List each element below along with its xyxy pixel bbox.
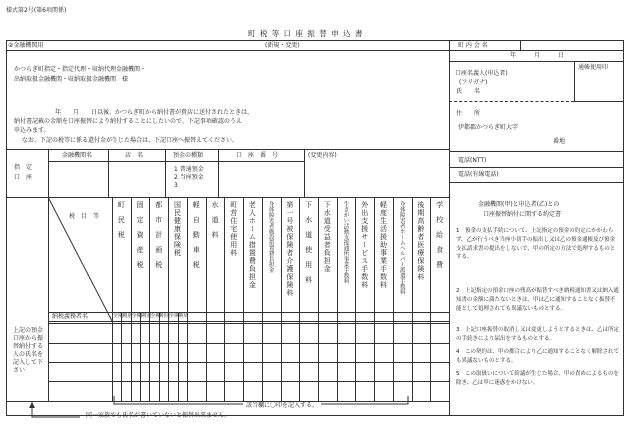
tax-column-label: 軽自動車税 bbox=[192, 201, 201, 276]
tax-column-label: 国民健康保険税 bbox=[173, 201, 182, 257]
tax-column-label: 町民税 bbox=[117, 201, 126, 246]
taxpayer-name-field[interactable] bbox=[48, 343, 112, 362]
account-label: 口 座 bbox=[14, 174, 33, 181]
name-label: 氏 名 bbox=[456, 88, 481, 95]
footer-note: 同一家族でも氏名が書いていないと振替出来ません。 bbox=[86, 412, 231, 419]
phone-ntt-label: 電話(NTT) bbox=[458, 157, 487, 164]
period-label: 期別 bbox=[159, 313, 170, 319]
furigana-label: (フリガナ) bbox=[459, 79, 488, 86]
agreement-title-2: 口座振替納付に関する約定書 bbox=[483, 211, 562, 218]
tax-column-label: 固定資産税 bbox=[136, 201, 145, 276]
period-label: 期別 bbox=[178, 313, 189, 319]
period-label: 期別 bbox=[122, 313, 133, 319]
account-holder-label: 口座名義人(申込者) bbox=[455, 70, 508, 77]
bank-use-label: ②金融機関用 bbox=[8, 42, 44, 49]
tax-column-label: 後期高齢者医療保険料 bbox=[416, 201, 425, 281]
address-label: 住 所 bbox=[456, 110, 481, 117]
period-label: 全期 bbox=[169, 313, 180, 319]
tax-column-label: 身体障害者施設措置費負担金 bbox=[267, 201, 274, 273]
tax-column-label: 生きがい活動支援通所事業手数料 bbox=[342, 201, 349, 284]
agreement-item-2: 2 上記指定の預金口座の残高が振替すべき納税通知書又は納入通知書の金額に満たないときは、甲は乙に通知することなく振替不能として処理されても異議ないものとする。 bbox=[456, 288, 619, 312]
tax-column-label: 軽度生活援助事業手数料 bbox=[379, 201, 388, 289]
new-change-label: (新規・変更) bbox=[265, 42, 300, 49]
period-label: 全期 bbox=[150, 313, 161, 319]
taxpayer-name-field[interactable] bbox=[48, 324, 112, 343]
addressee-line1: かつらぎ町指定・指定代理・収納代理金融機関・ bbox=[14, 66, 147, 73]
agreement-title-1: 金融機関(甲)と申込者(乙)との bbox=[478, 201, 560, 208]
addressee-line2: 出納取扱金融機関・収納取扱金融機関 様 bbox=[14, 76, 129, 83]
tax-column-label: 下水道使用料 bbox=[304, 201, 313, 291]
bank-name-field[interactable] bbox=[48, 161, 108, 197]
change-content-label: (変更内容) bbox=[308, 152, 337, 159]
taxpayer-name-field[interactable] bbox=[48, 381, 112, 401]
taxpayer-name-field[interactable] bbox=[48, 362, 112, 381]
tax-column-label: 都市計画税 bbox=[154, 201, 163, 276]
tax-column-label: 老人ホーム措置費負担金 bbox=[248, 201, 257, 289]
banchi-label: 番地 bbox=[553, 138, 566, 145]
form-title: 町 税 等 口 座 振 替 申 込 書 bbox=[248, 29, 364, 38]
bracket-note: 該当欄に〇印を記入する。 bbox=[243, 402, 321, 410]
agreement-item-3: 3 上記口座振替の取消し又は変更しようとするときは、乙は所定の手続きにより届出をするものとする。 bbox=[456, 327, 620, 342]
side-note: 上記の預金口座から振替納付する人の氏名を記入して下さい bbox=[13, 327, 44, 375]
form-number: 様式第2号(第6項関係) bbox=[6, 7, 67, 14]
account-number-header: 口 座 番 号 bbox=[236, 152, 279, 159]
body-p1: 年 月 日以後、かつらぎ町から納付書が貴店に送付されたときは、 bbox=[55, 109, 254, 116]
tax-column-label: 第一号被保険者介護保険料 bbox=[285, 201, 294, 297]
period-label: 全期 bbox=[113, 313, 124, 319]
account-number-field[interactable] bbox=[218, 161, 304, 197]
tax-column-label: 町営住宅使用料 bbox=[229, 201, 238, 257]
period-label: 期別 bbox=[141, 313, 152, 319]
tax-column-label: 下水道受益者負担金 bbox=[323, 201, 332, 273]
branch-header: 店 名 bbox=[125, 152, 144, 159]
deposit-option-1[interactable]: 1 普通預金 bbox=[174, 166, 204, 173]
body-p4: なお、下記の税等に係る還付金が生じた場合は、下記口座へ振替えてください。 bbox=[22, 137, 239, 144]
taxpayer-header: 納税義務者名 bbox=[52, 313, 89, 320]
period-label: 全期 bbox=[131, 313, 142, 319]
phone-cable-label: 電話(有線電話) bbox=[458, 171, 499, 178]
designated-label: 指 定 bbox=[14, 164, 33, 171]
body-p3: 申込みます。 bbox=[14, 127, 50, 134]
bank-name-header: 金融機関名 bbox=[62, 152, 93, 159]
tax-column-label: 水道料 bbox=[210, 201, 219, 246]
deposit-type-header: 預金の種類 bbox=[173, 152, 204, 159]
agreement-item-5: 5 この取扱いについて紛議が生じた場合、甲の責めによるものを除き、乙は甲に迷惑をかけない。 bbox=[456, 371, 619, 386]
branch-field[interactable] bbox=[108, 161, 165, 197]
agreement-item-4: 4 この契約は、甲の都合により乙に通知することなく解除されても異議ないものとする。 bbox=[456, 349, 620, 364]
seal-label: 通帳使用印 bbox=[578, 64, 609, 71]
tax-column-label: 外出支援サービス手数料 bbox=[360, 201, 369, 289]
tax-item-header: 税 目 等 bbox=[69, 213, 100, 220]
body-p2: 納付書記載の金額を口座振替により納付することにしたいので、下記事項確認のうえ bbox=[14, 118, 242, 125]
tax-column-label: 身体障害者ホームヘルパー派遣手数料 bbox=[398, 201, 405, 295]
deposit-option-3[interactable]: 3 bbox=[174, 182, 178, 189]
date-field[interactable]: 年 月 日 bbox=[510, 52, 567, 59]
chounaikai-label: 町 内 会 名 bbox=[458, 42, 488, 49]
tax-column-label: 学校給食費 bbox=[435, 201, 444, 276]
town-name: 伊都郡かつらぎ町大字 bbox=[458, 124, 519, 131]
deposit-option-2[interactable]: 2 当座預金 bbox=[174, 174, 204, 181]
agreement-item-1: 1 預金の支払手続について、上記指定の預金の約定にかかわらず、乙が行うべき当座小切手の振出し又は乙の預金通帳及び預金支払請求書の提出をしないで、甲の所定の方法で処理するものとする。 bbox=[456, 228, 616, 261]
